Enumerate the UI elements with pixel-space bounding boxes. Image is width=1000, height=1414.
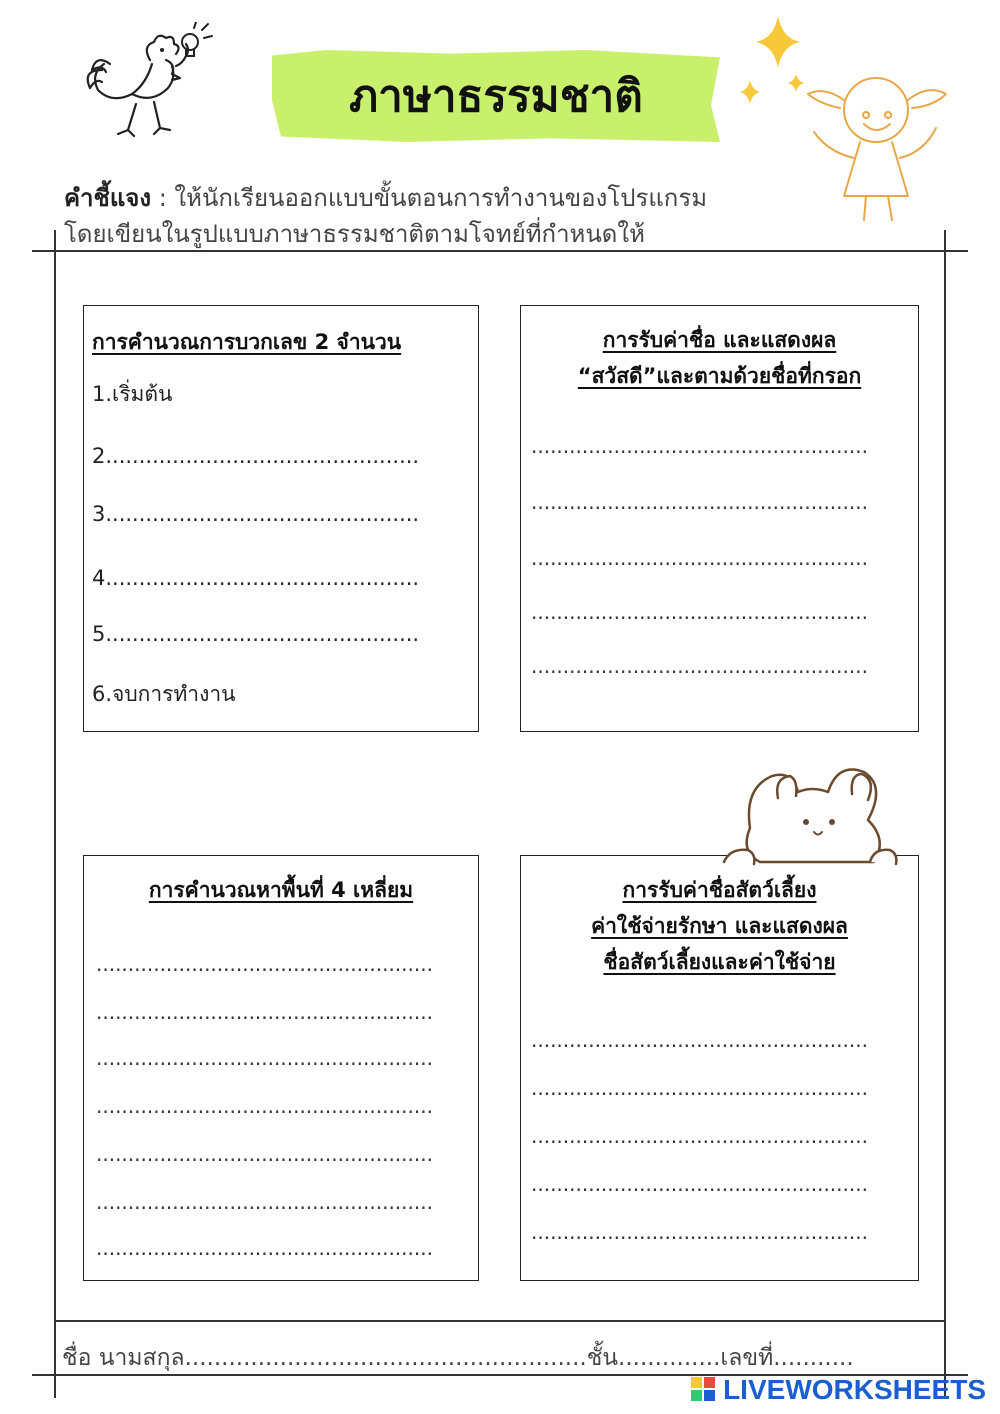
page-title: ภาษาธรรมชาติ (349, 71, 643, 122)
area-answer-line[interactable]: ..................................................... (96, 1046, 433, 1070)
frame-top-line (32, 250, 968, 252)
instructions-text-1: : ให้นักเรียนออกแบบขั้นตอนการทำงานของโปรแกรม (151, 184, 708, 212)
addition-step-2[interactable]: 2............................................... (92, 444, 420, 468)
instructions-line-2: โดยเขียนในรูปแบบภาษาธรรมชาติตามโจทย์ที่กำหนดให้ (64, 220, 645, 248)
card-pet (520, 855, 919, 1281)
card-pet-title-line-2: ค่าใช้จ่ายรักษา และแสดงผล (591, 914, 848, 938)
area-answer-line[interactable]: ..................................................... (96, 1000, 433, 1024)
card-area-title: การคำนวณหาพื้นที่ 4 เหลี่ยม (148, 878, 414, 902)
lightbulb-icon (176, 22, 216, 72)
card-greeting-title-line-2: “สวัสดี”และตามด้วยชื่อที่กรอก (577, 364, 862, 388)
addition-step-4[interactable]: 4............................................... (92, 566, 420, 590)
pet-answer-line[interactable]: ..................................................... (531, 1076, 868, 1100)
addition-step-6: 6.จบการทำงาน (92, 682, 236, 706)
greeting-answer-line[interactable]: ..................................................... (531, 654, 868, 678)
frame-left-line (54, 230, 56, 1398)
girl-doodle (800, 60, 960, 225)
card-pet-title-line-3: ชื่อสัตว์เลี้ยงและค่าใช้จ่าย (603, 950, 836, 974)
liveworksheets-brand[interactable]: LIVEWORKSHEETS (723, 1374, 986, 1405)
card-area (83, 855, 479, 1281)
footer-top-line (54, 1320, 946, 1322)
frame-right-line (944, 230, 946, 1398)
pet-answer-line[interactable]: ..................................................... (531, 1124, 868, 1148)
greeting-answer-line[interactable]: ..................................................... (531, 434, 868, 458)
card-greeting (520, 305, 919, 732)
instructions-label: คำชี้แจง (64, 184, 152, 212)
greeting-answer-line[interactable]: ..................................................... (531, 546, 868, 570)
card-pet-title-line-1: การรับค่าชื่อสัตว์เลี้ยง (622, 878, 817, 902)
greeting-answer-line[interactable]: ..................................................... (531, 490, 868, 514)
area-answer-line[interactable]: ..................................................... (96, 952, 433, 976)
addition-step-5[interactable]: 5............................................... (92, 622, 420, 646)
area-answer-line[interactable]: ..................................................... (96, 1236, 433, 1260)
card-addition-title: การคำนวณการบวกเลข 2 จำนวน (92, 330, 402, 354)
area-answer-line[interactable]: ..................................................... (96, 1142, 433, 1166)
addition-step-1: 1.เริ่มต้น (92, 382, 173, 406)
pet-answer-line[interactable]: ..................................................... (531, 1028, 868, 1052)
area-answer-line[interactable]: ..................................................... (96, 1094, 433, 1118)
area-answer-line[interactable]: ..................................................... (96, 1190, 433, 1214)
card-addition (83, 305, 479, 732)
pet-answer-line[interactable]: ..................................................... (531, 1220, 868, 1244)
student-info-line[interactable]: ชื่อ นามสกุล.......................................................ชั้น..............เลขที่........... (62, 1345, 854, 1371)
card-greeting-title-line-1: การรับค่าชื่อ และแสดงผล (602, 328, 837, 352)
addition-step-3[interactable]: 3............................................... (92, 502, 420, 526)
instructions-line-1 (64, 178, 707, 217)
greeting-answer-line[interactable]: ..................................................... (531, 600, 868, 624)
bunny-doodle (720, 752, 920, 872)
pet-answer-line[interactable]: ..................................................... (531, 1172, 868, 1196)
liveworksheets-logo-icon (690, 1376, 716, 1402)
